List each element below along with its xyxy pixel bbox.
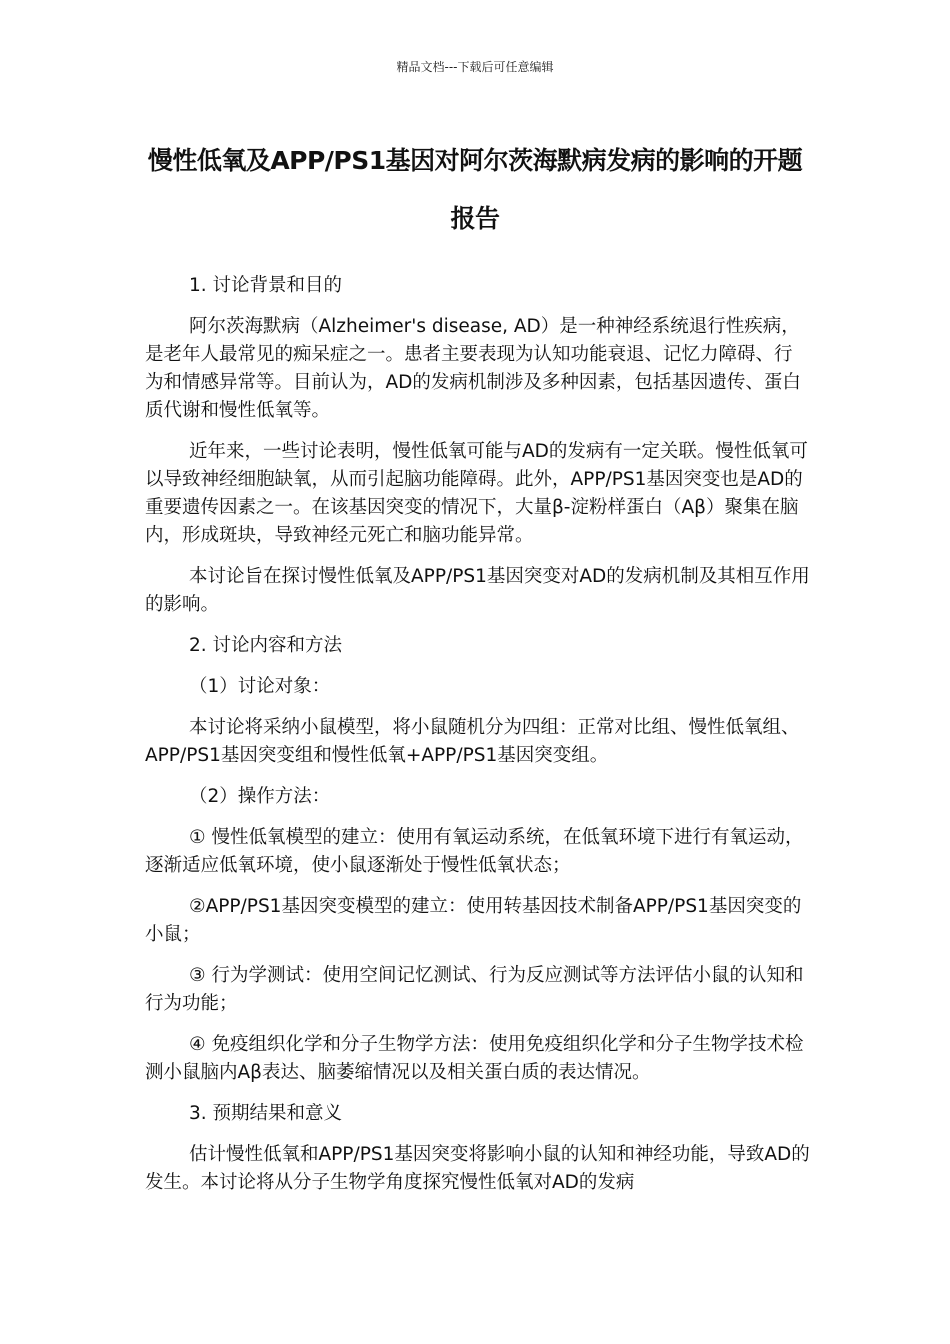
document-title: 慢性低氧及APP/PS1基因对阿尔茨海默病发病的影响的开题报告 <box>147 146 803 233</box>
method-item-3: ③ 行为学测试：使用空间记忆测试、行为反应测试等方法评估小鼠的认知和行为功能； <box>145 965 804 1014</box>
paragraph: 估计慢性低氧和APP/PS1基因突变将影响小鼠的认知和神经功能，导致AD的发生。本讨论将从分子生物学角度探究慢性低氧对AD的发病 <box>145 1144 810 1193</box>
subheading-subjects: （1）讨论对象： <box>189 676 331 697</box>
document-body <box>145 272 810 1210</box>
subheading-methods: （2）操作方法： <box>189 786 331 807</box>
paragraph: 阿尔茨海默病（Alzheimer's disease, AD）是一种神经系统退行性疾病，是老年人最常见的痴呆症之一。患者主要表现为认知功能衰退、记忆力障碍、行为和情感异常等。目前认为，AD的发病机制涉及多种因素，包括基因遗传、蛋白质代谢和慢性低氧等。 <box>145 316 801 421</box>
method-item-4: ④ 免疫组织化学和分子生物学方法：使用免疫组织化学和分子生物学技术检测小鼠脑内Aβ表达、脑萎缩情况以及相关蛋白质的表达情况。 <box>145 1034 804 1083</box>
section-heading-1: 1. 讨论背景和目的 <box>189 275 343 296</box>
method-item-2: ②APP/PS1基因突变模型的建立：使用转基因技术制备APP/PS1基因突变的小鼠； <box>145 896 802 945</box>
page-header: 精品文档---下载后可任意编辑 <box>396 60 554 74</box>
section-heading-2: 2. 讨论内容和方法 <box>189 635 343 656</box>
paragraph: 近年来，一些讨论表明，慢性低氧可能与AD的发病有一定关联。慢性低氧可以导致神经细胞缺氧，从而引起脑功能障碍。此外，APP/PS1基因突变也是AD的重要遗传因素之一。在该基因突变的情况下，大量β-淀粉样蛋白（Aβ）聚集在脑内，形成斑块，导致神经元死亡和脑功能异常。 <box>145 441 808 546</box>
method-item-1: ① 慢性低氧模型的建立：使用有氧运动系统，在低氧环境下进行有氧运动，逐渐适应低氧环境，使小鼠逐渐处于慢性低氧状态； <box>145 827 804 876</box>
paragraph: 本讨论旨在探讨慢性低氧及APP/PS1基因突变对AD的发病机制及其相互作用的影响。 <box>145 566 810 615</box>
paragraph: 本讨论将采纳小鼠模型，将小鼠随机分为四组：正常对比组、慢性低氧组、APP/PS1基因突变组和慢性低氧+APP/PS1基因突变组。 <box>145 717 800 766</box>
section-heading-3: 3. 预期结果和意义 <box>189 1103 343 1124</box>
